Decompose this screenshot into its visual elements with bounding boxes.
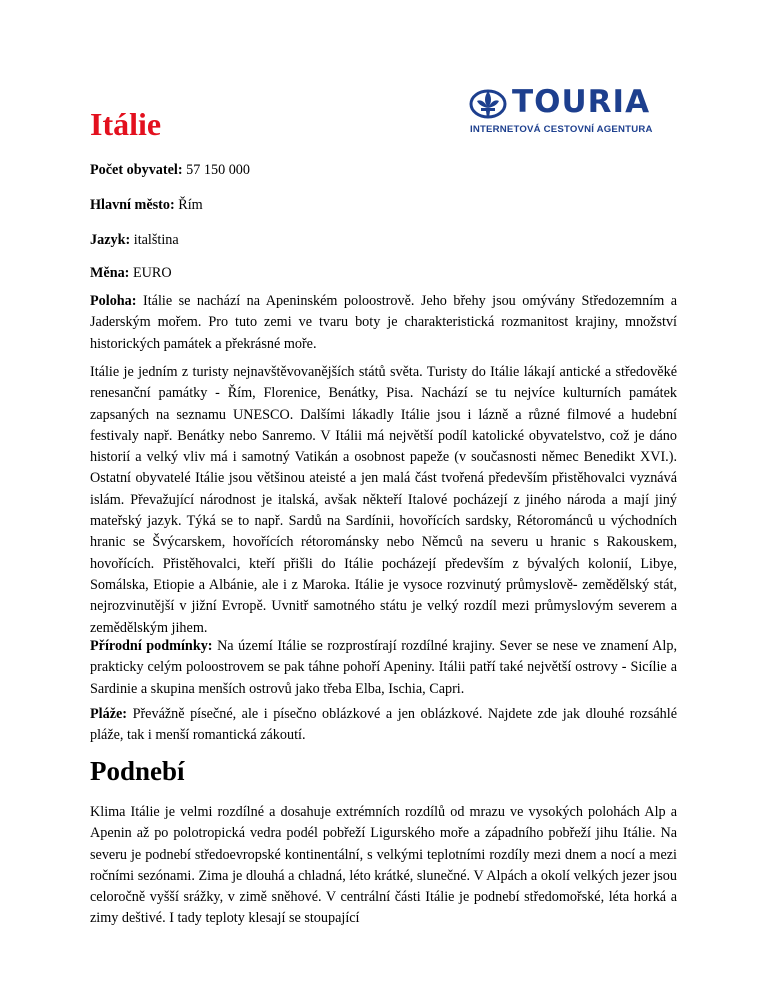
currency-label: Měna: — [90, 265, 130, 281]
climate-heading: Podnebí — [90, 756, 185, 786]
tourism-paragraph: Itálie je jedním z turisty nejnavštěvovanějších států světa. Turisty do Itálie lákají antické a středověké renesanční památky - Řím, Florenice, Benátky, Pisa. Nachází se tu nejvíce kulturních památek zapsaných na seznamu UNESCO. Dalšími lákadly Itálie jsou i lázně a různé filmové a hudební festivaly např. Benátky nebo Sanremo. V Itálii má největší podíl katolické obyvatelstvo, což je dáno historií a velký vliv má i samotný Vatikán a osobnost papeže (v současnosti němec Benedikt XVI.). Ostatní obyvatelé Itálie jsou většinou ateisté a jen malá část tvořená především přistěhovalci vyznává islám. Převažující národnost je italská, avšak někteří Italové pocházejí z jiného národa a mají jiný mateřský jazyk. Týká se to např. Sardů na Sardínii, hovořících sardsky, Rétorománců u východních hranic se Švýcarskem, hovořících rétorománsky nebo Němců na severu u hranic s Rakouskem, hovořících. Přistěhovalci, kteří přišli do Itálie pocházejí především z bývalých kolonií, Libye, Somálska, Etiopie a Albánie, ale i z Maroka. Itálie je vysoce rozvinutý průmyslově- zemědělský stát, nejrozvinutější v jižní Evropě. Uvnitř samotného státu je velký rozdíl mezi průmyslovým severem a zemědělským jihem. — [90, 364, 677, 636]
beaches-paragraph — [90, 704, 677, 747]
nature-paragraph — [90, 636, 677, 700]
page-title: Itálie — [90, 106, 162, 142]
beaches-label: Pláže: — [90, 706, 128, 722]
location-paragraph — [90, 291, 677, 355]
population-line — [90, 159, 250, 181]
capital-label: Hlavní město: — [90, 197, 175, 213]
climate-paragraph: Klima Itálie je velmi rozdílné a dosahuje extrémních rozdílů od mrazu ve vysokých polohách Alp a Apenin až po polotropická vedra podél pobřeží Ligurského moře a západního pobřeží jihu Itálie. Na severu je podnebí středoevropské kontinentální, s velkými teplotními rozdíly mezi dnem a nocí a mezi ročními sezónami. Zima je dlouhá a chladná, léto krátké, slunečné. V Alpách a okolí velkých jezer jsou celoročně vyšší srážky, v zimě sněhové. V centrální části Itálie je podnebí středomořské, léta horká a zimy deštivé. I tady teploty klesají se stoupající — [90, 804, 677, 927]
language-value: italština — [133, 232, 179, 248]
population-value: 57 150 000 — [186, 162, 250, 178]
language-line — [90, 229, 179, 251]
currency-value: EURO — [132, 265, 172, 281]
nature-label: Přírodní podmínky: — [90, 638, 213, 654]
capital-line — [90, 194, 203, 216]
language-label: Jazyk: — [90, 232, 131, 248]
location-label: Poloha: — [90, 293, 137, 309]
beaches-text: Převážně písečné, ale i písečno oblázkové a jen oblázkové. Najdete zde jak dlouhé rozsáhlé pláže, tak i menší romantická zákoutí. — [90, 706, 677, 744]
fleur-de-lis-icon — [468, 88, 508, 122]
touria-logo[interactable] — [468, 84, 668, 138]
population-label: Počet obyvatel: — [90, 162, 183, 178]
logo-tagline: INTERNETOVÁ CESTOVNÍ AGENTURA — [470, 124, 653, 135]
location-text: Itálie se nachází na Apeninském poloostrově. Jeho břehy jsou omývány Středozemním a Jaderským mořem. Pro tuto zemi ve tvaru boty je charakteristická rozmanitost krajiny, množství historických památek a překrásné moře. — [90, 293, 678, 352]
capital-value: Řím — [178, 197, 203, 213]
logo-wordmark: TOURIA — [512, 84, 651, 120]
nature-text: Na území Itálie se rozprostírají rozdílné krajiny. Sever se nese ve znamení Alp, prakticky celým poloostrovem se pak táhne pohoří Apeniny. Itálii patří také největší ostrovy - Sicílie a Sardinie a skupina menších ostrovů jako třeba Elba, Ischia, Capri. — [90, 638, 678, 697]
currency-line — [90, 262, 172, 284]
